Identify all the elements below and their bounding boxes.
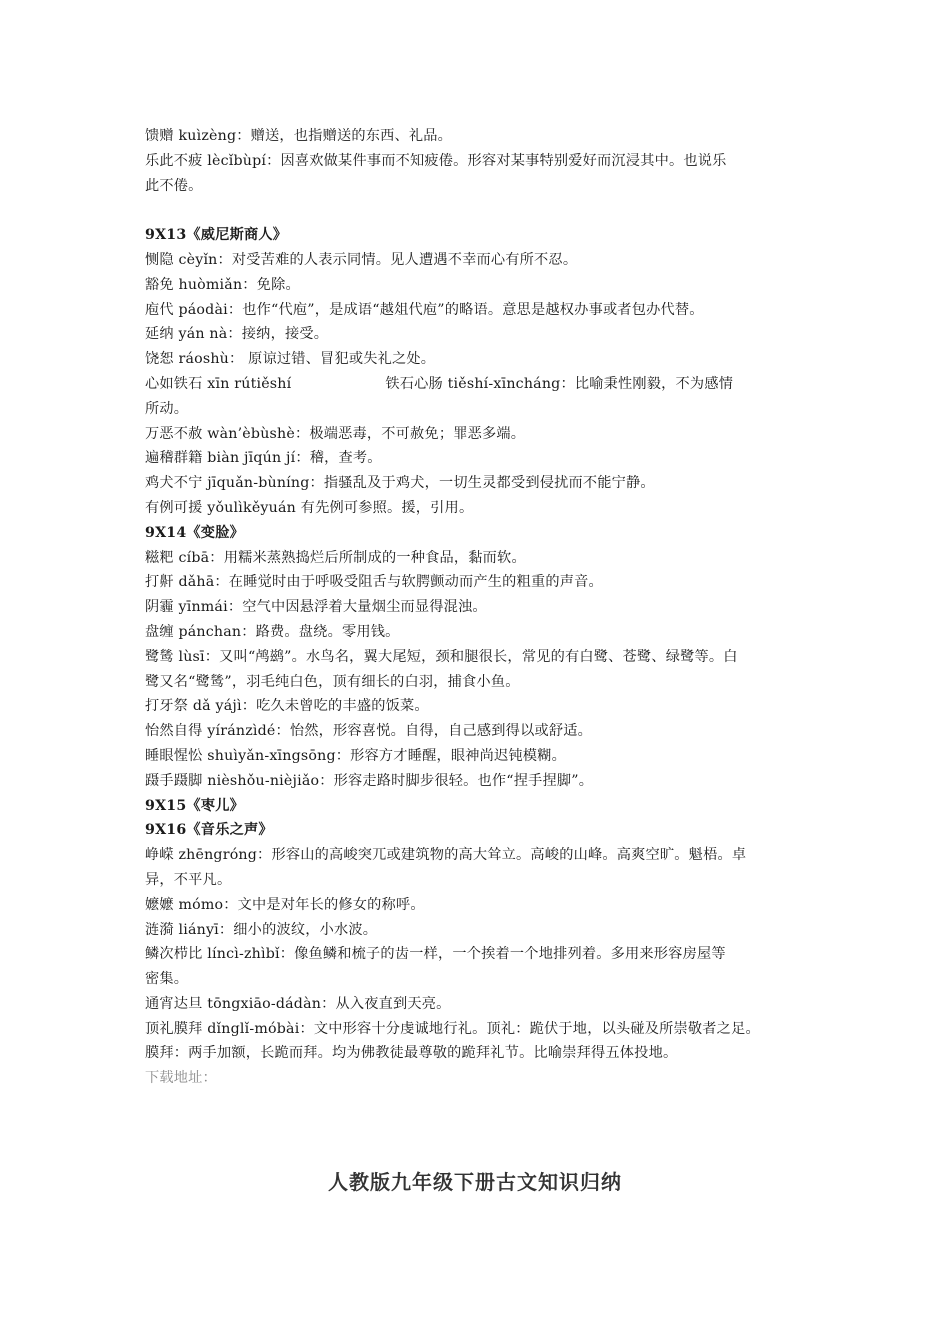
entry-line: 怡然自得 yíránzìdé：怡然，形容喜悦。自得，自己感到得以或舒适。: [145, 723, 593, 740]
entry-line: 鸡犬不宁 jīquǎn-bùníng：指骚乱及于鸡犬，一切生灵都受到侵扰而不能宁静。: [145, 475, 655, 492]
download-link[interactable]: 下载地址：: [145, 1070, 217, 1087]
entry-line: 峥嵘 zhēngróng：形容山的高峻突兀或建筑物的高大耸立。高峻的山峰。高爽空旷。魁梧。卓: [145, 847, 747, 864]
entry-line: 此不倦。: [145, 177, 203, 194]
entry-line: 涟漪 liányī：细小的波纹，小水波。: [145, 921, 378, 938]
entry-line: 鳞次栉比 líncì-zhìbǐ：像鱼鳞和梳子的齿一样，一个挨着一个地排列着。多用来形容房屋等: [145, 946, 726, 963]
section-heading: 9X14《变脸》: [145, 524, 244, 541]
entry-term: 心如铁石 xīn rútiěshí: [145, 375, 292, 392]
blank-line: [145, 198, 835, 223]
section-heading: 9X15《枣儿》: [145, 797, 244, 814]
entry-line: 蹑手蹑脚 nièshǒu-nièjiǎo：形容走路时脚步很轻。也作“捏手捏脚”。: [145, 772, 594, 789]
entry-line: 豁免 huòmiǎn：免除。: [145, 276, 300, 293]
entry-line: 鹭又名“鹭鸶”，羽毛纯白色，顶有细长的白羽，捕食小鱼。: [145, 673, 520, 690]
entry-line: 遍稽群籍 biàn jīqún jí：稽，查考。: [145, 450, 382, 467]
document-title: 人教版九年级下册古文知识归纳: [328, 1170, 622, 1194]
entry-line: 打牙祭 dǎ yájì：吃久未曾吃的丰盛的饭菜。: [145, 698, 429, 715]
entry-line: 万恶不赦 wàn’èbùshè：极端恶毒，不可赦免；罪恶多端。: [145, 425, 526, 442]
entry-line: 庖代 páodài：也作“代庖”，是成语“越俎代庖”的略语。意思是越权办事或者包办代替。: [145, 301, 704, 318]
entry-line: 膜拜：两手加额，长跪而拜。均为佛教徒最尊敬的跪拜礼节。比喻崇拜得五体投地。: [145, 1045, 678, 1062]
entry-line: 嬷嬷 mómo：文中是对年长的修女的称呼。: [145, 896, 425, 913]
entry-line: 通宵达旦 tōngxiāo-dádàn：从入夜直到天亮。: [145, 995, 451, 1012]
entry-line: 馈赠 kuìzèng：赠送，也指赠送的东西、礼品。: [145, 128, 453, 144]
entry-line: 乐此不疲 lècǐbùpí：因喜欢做某件事而不知疲倦。形容对某事特别爱好而沉浸其中。也说乐: [145, 152, 727, 169]
entry-line: 有例可援 yǒulìkěyuán 有先例可参照。援，引用。: [145, 499, 474, 516]
entry-line: 盘缠 pánchan：路费。盘绕。零用钱。: [145, 623, 400, 640]
entry-line: 延纳 yán nà：接纳，接受。: [145, 326, 329, 343]
document-body: [145, 124, 835, 1091]
section-heading: 9X16《音乐之声》: [145, 822, 273, 839]
entry-line: 打鼾 dǎhā：在睡觉时由于呼吸受阻舌与软腭颤动而产生的粗重的声音。: [145, 574, 603, 591]
entry-line: 鹭鸶 lùsī：又叫“鸬鹚”。水鸟名，翼大尾短，颈和腿很长，常见的有白鹭、苍鹭、绿鹭等。白: [145, 648, 738, 665]
entry-line: 密集。: [145, 971, 189, 988]
entry-line: 睡眼惺忪 shuìyǎn-xīngsōng：形容方才睡醒，眼神尚迟钝模糊。: [145, 747, 566, 764]
entry-line: 顶礼膜拜 dǐnglǐ-móbài：文中形容十分虔诚地行礼。顶礼：跪伏于地，以头碰及所崇敬者之足。: [145, 1020, 760, 1037]
section-heading: 9X13《威尼斯商人》: [145, 227, 288, 244]
entry-line: 糍粑 cíbā：用糯米蒸熟捣烂后所制成的一种食品，黏而软。: [145, 549, 526, 566]
entry-line: 恻隐 cèyǐn：对受苦难的人表示同情。见人遭遇不幸而心有所不忍。: [145, 251, 578, 268]
entry-line: 异，不平凡。: [145, 871, 232, 888]
entry-line: 所动。: [145, 400, 189, 417]
entry-term: 铁石心肠 tiěshí-xīncháng：比喻秉性刚毅，不为感情: [385, 375, 734, 392]
entry-line: 饶恕 ráoshù： 原谅过错、冒犯或失礼之处。: [145, 351, 436, 368]
entry-line: [145, 372, 835, 397]
entry-line: 阴霾 yīnmái：空气中因悬浮着大量烟尘而显得混浊。: [145, 599, 487, 616]
